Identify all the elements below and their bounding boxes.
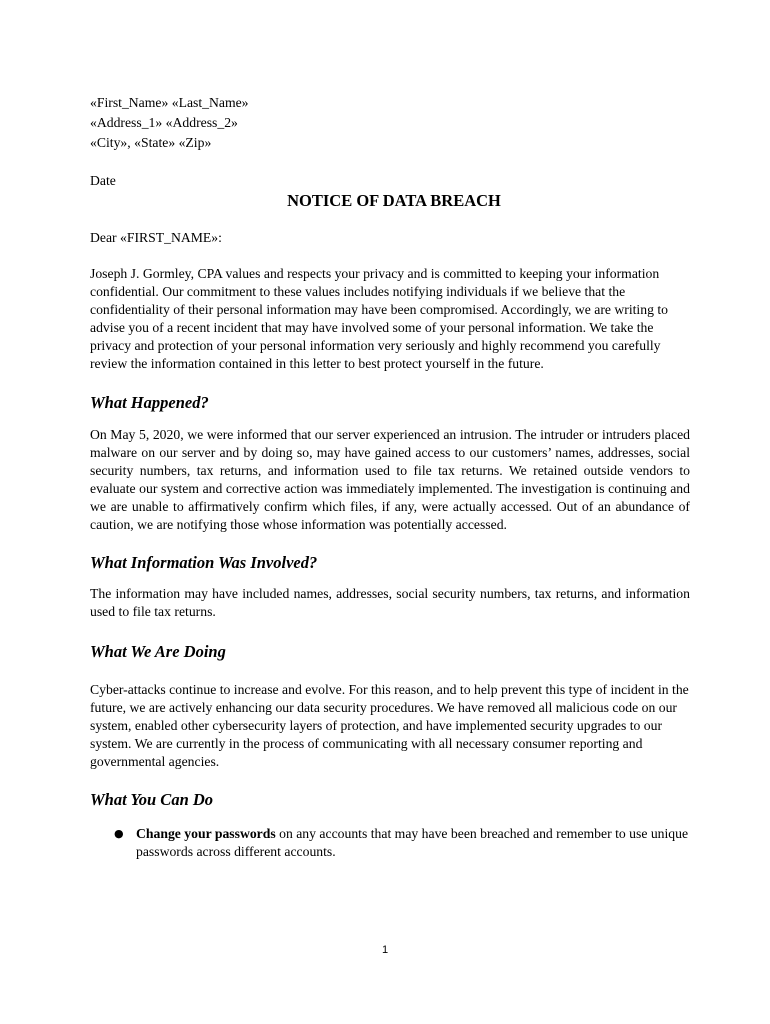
recipient-name: «First_Name» «Last_Name» bbox=[90, 95, 249, 110]
recipient-address: «Address_1» «Address_2» bbox=[90, 115, 238, 130]
recipient-city-state-zip: «City», «State» «Zip» bbox=[90, 135, 212, 150]
list-item-text: on any accounts that may have been breached and remember to use unique passwords across different accounts. bbox=[136, 826, 689, 859]
list-item bbox=[90, 825, 690, 861]
section-heading-what-you-can-do: What You Can Do bbox=[90, 790, 214, 809]
recipient-block bbox=[90, 93, 690, 153]
section-body-information-involved: The information may have included names, addresses, social security numbers, tax returns, and information used to file tax returns. bbox=[90, 586, 690, 619]
salutation: Dear «FIRST_NAME»: bbox=[90, 230, 222, 245]
list-item-emphasis: Change your passwords bbox=[136, 826, 276, 841]
intro-paragraph: Joseph J. Gormley, CPA values and respects your privacy and is committed to keeping your information confidential. Our commitment to these values includes notifying individuals if we believe that the confidentiality of their personal information may have been compromised. Accordingly, we are writing to advise you of a recent incident that may have involved some of your personal information. We take the privacy and protection of your personal information very seriously and highly recommend you carefully review the information contained in this letter to best protect yourself in the future. bbox=[90, 266, 668, 371]
bullet-icon: ● bbox=[114, 827, 124, 840]
page-number: 1 bbox=[381, 944, 389, 956]
letter-page bbox=[90, 93, 690, 861]
section-body-what-we-are-doing: Cyber-attacks continue to increase and evolve. For this reason, and to help prevent this type of incident in the future, we are actively enhancing our data security procedures. We have removed all malicious code on our system, enabled other cybersecurity layers of protection, and have implemented security upgrades to our system. We are currently in the process of communicating with all necessary consumer reporting and governmental agencies. bbox=[90, 682, 689, 769]
letter-date: Date bbox=[90, 173, 116, 188]
section-heading-information-involved: What Information Was Involved? bbox=[90, 553, 318, 572]
letter-title: NOTICE OF DATA BREACH bbox=[287, 191, 501, 210]
section-heading-what-happened: What Happened? bbox=[90, 393, 209, 412]
recommendations-list bbox=[90, 825, 690, 861]
section-body-what-happened: On May 5, 2020, we were informed that our server experienced an intrusion. The intruder or intruders placed malware on our server and by doing so, may have gained access to our customers’ names, addresses, social security numbers, tax returns, and information used to file tax returns. We retained outside vendors to evaluate our system and corrective action was immediately implemented. The investigation is continuing and we are unable to affirmatively confirm which files, if any, were actually accessed. Out of an abundance of caution, we are notifying those whose information was potentially accessed. bbox=[90, 427, 690, 532]
section-heading-what-we-are-doing: What We Are Doing bbox=[90, 642, 226, 661]
